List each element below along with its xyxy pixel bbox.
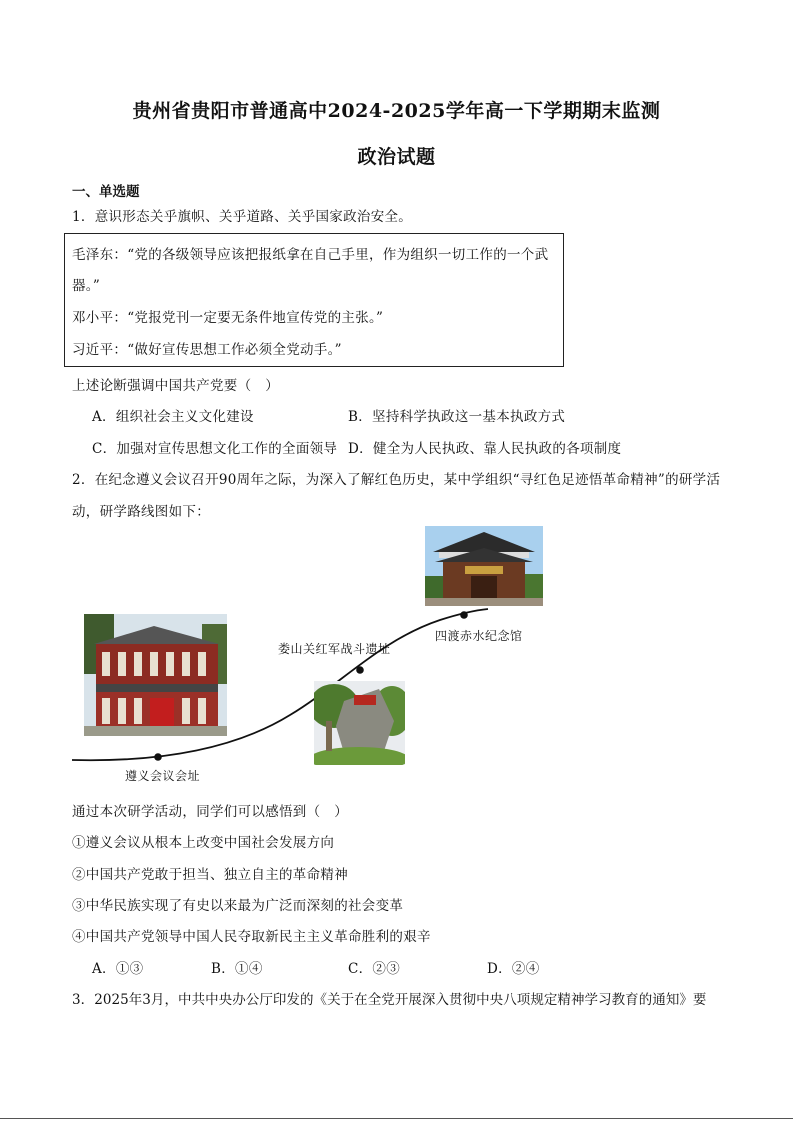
q2-question: 通过本次研学活动，同学们可以感悟到（ ） xyxy=(72,804,348,820)
page-bottom-rule xyxy=(0,1118,793,1119)
q2-option-b: B．①④ xyxy=(211,961,263,977)
label-zunyi: 遵义会议会址 xyxy=(125,769,201,783)
q2-option-d: D．②④ xyxy=(487,961,540,977)
label-loushan: 娄山关红军战斗遗址 xyxy=(278,642,391,656)
q1-quote-1-cont: 器。” xyxy=(72,278,101,294)
page-subtitle: 政治试题 xyxy=(357,146,436,168)
q1-quote-2: 邓小平：“党报党刊一定要无条件地宣传党的主张。” xyxy=(72,310,384,326)
q1-option-c: C．加强对宣传思想文化工作的全面领导 xyxy=(92,441,338,457)
q1-option-d: D．健全为人民执政、靠人民执政的各项制度 xyxy=(348,441,622,457)
route-stop-chishui xyxy=(460,611,468,619)
q2-statement-2: ②中国共产党敢于担当、独立自主的革命精神 xyxy=(72,867,348,883)
route-stop-loushan xyxy=(356,666,364,674)
q1-question: 上述论断强调中国共产党要（ ） xyxy=(72,378,279,394)
q2-statement-1: ①遵义会议从根本上改变中国社会发展方向 xyxy=(72,835,335,851)
label-chishui: 四渡赤水纪念馆 xyxy=(435,629,523,643)
q1-stem: 1．意识形态关乎旗帜、关乎道路、关乎国家政治安全。 xyxy=(72,209,413,225)
zunyi-site-photo xyxy=(84,614,227,736)
q3-stem-line1: 3．2025年3月，中共中央办公厅印发的《关于在全党开展深入贯彻中央八项规定精神学习教育的通知》要 xyxy=(72,992,707,1008)
q2-statement-4: ④中国共产党领导中国人民夺取新民主主义革命胜利的艰辛 xyxy=(72,929,431,945)
q1-option-b: B．坚持科学执政这一基本执政方式 xyxy=(348,409,566,425)
q2-stem-line2: 动，研学路线图如下： xyxy=(72,504,210,520)
chishui-memorial-photo xyxy=(425,526,543,606)
q2-statement-3: ③中华民族实现了有史以来最为广泛而深刻的社会变革 xyxy=(72,898,404,914)
q1-quote-3: 习近平：“做好宣传思想工作必须全党动手。” xyxy=(72,342,342,358)
q2-stem-line1: 2．在纪念遵义会议召开90周年之际，为深入了解红色历史，某中学组织“寻红色足迹悟革命精神”的研学活 xyxy=(72,472,721,488)
section-heading: 一、单选题 xyxy=(72,184,140,200)
q2-option-c: C．②③ xyxy=(348,961,401,977)
page-title: 贵州省贵阳市普通高中2024-2025学年高一下学期期末监测 xyxy=(132,100,661,122)
q1-option-a: A．组织社会主义文化建设 xyxy=(92,409,254,425)
route-stop-zunyi xyxy=(154,753,162,761)
loushan-site-photo xyxy=(314,681,405,765)
q1-quote-1: 毛泽东：“党的各级领导应该把报纸拿在自己手里，作为组织一切工作的一个武 xyxy=(72,247,549,263)
q2-option-a: A．①③ xyxy=(92,961,144,977)
